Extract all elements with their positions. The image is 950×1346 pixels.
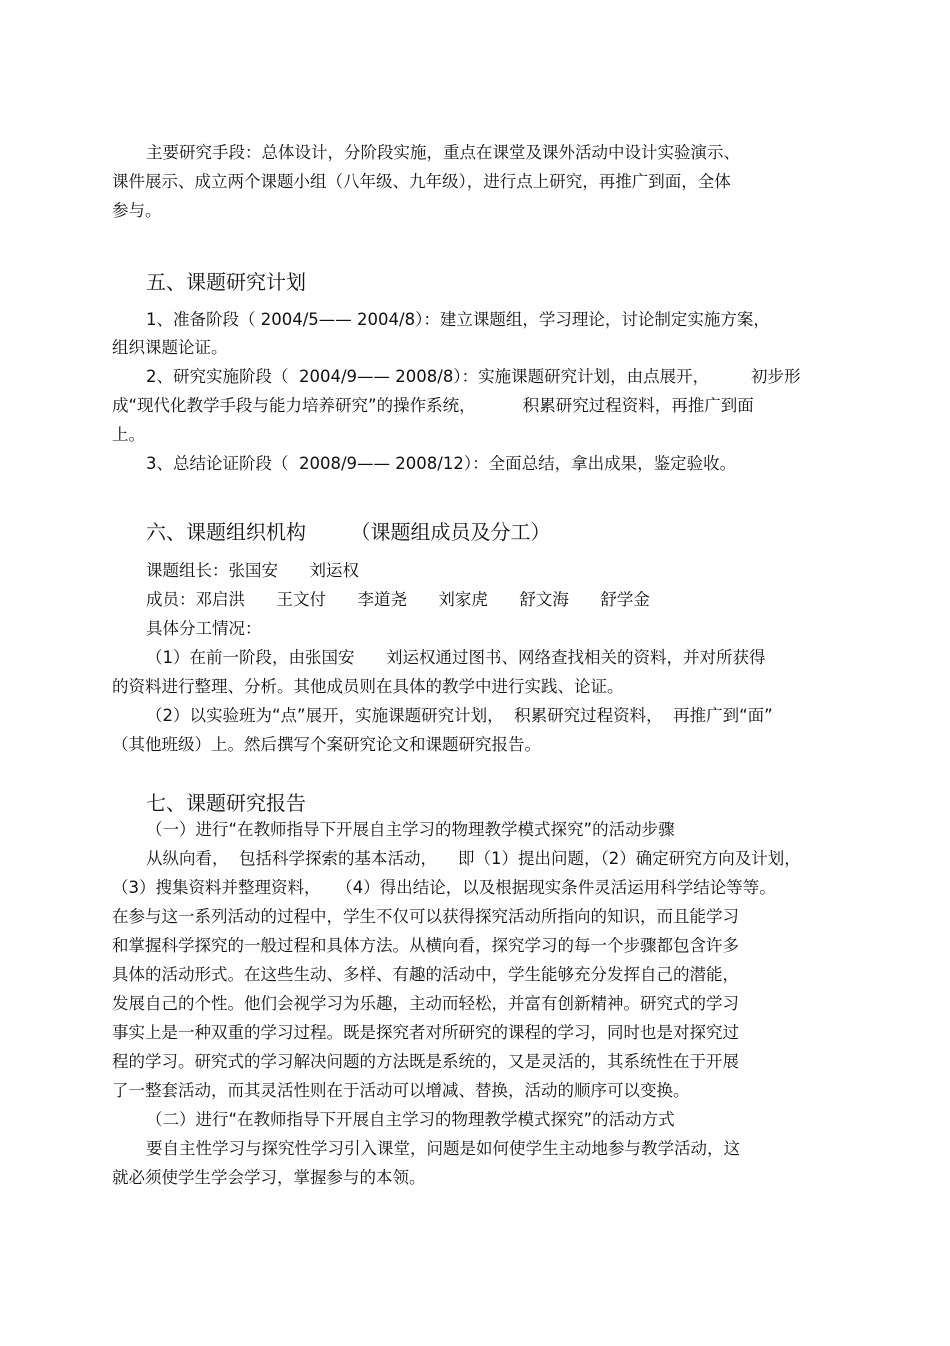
division-label: 具体分工情况： xyxy=(146,619,262,638)
body-1-line: （3）搜集资料并整理资料， （4）得出结论，以及根据现实条件灵活运用科学结论等等。 xyxy=(112,878,776,897)
body-1-line: 事实上是一种双重的学习过程。既是探究者对所研究的课程的学习，同时也是对探究过 xyxy=(112,1023,739,1042)
leaders-line: 课题组长：张国安 刘运权 xyxy=(146,561,359,580)
body-1-line: 具体的活动形式。在这些生动、多样、有趣的活动中，学生能够充分发挥自己的潜能， xyxy=(112,965,739,984)
division-item-2-line-2: （其他班级）上。然后撰写个案研究论文和课题研究报告。 xyxy=(112,735,541,754)
stage-1-line-2: 组织课题论证。 xyxy=(112,338,228,357)
methods-line-2: 课件展示、成立两个课题小组（八年级、九年级），进行点上研究，再推广到面，全体 xyxy=(112,172,731,191)
body-1-line: 从纵向看， 包括科学探索的基本活动， 即（1）提出问题，（2）确定研究方向及计划， xyxy=(146,849,801,868)
members-line: 成员：邓启洪 王文付 李道尧 刘家虎 舒文海 舒学金 xyxy=(146,590,650,609)
body-1-line: 了一整套活动，而其灵活性则在于活动可以增减、替换，活动的顺序可以变换。 xyxy=(112,1081,690,1100)
methods-line-3: 参与。 xyxy=(112,201,162,220)
stage-2-line-3: 上。 xyxy=(112,425,145,444)
division-item-2-line-1: （2）以实验班为“点”展开，实施课题研究计划， 积累研究过程资料， 再推广到“面” xyxy=(146,706,773,725)
stage-2-line-1: 2、研究实施阶段（ 2004/9—— 2008/8）：实施课题研究计划，由点展开， 初步形 xyxy=(146,367,801,386)
body-1-line: 在参与这一系列活动的过程中，学生不仅可以获得探究活动所指向的知识，而且能学习 xyxy=(112,907,739,926)
section-7-subheading-2: （二）进行“在教师指导下开展自主学习的物理教学模式探究”的活动方式 xyxy=(146,1110,675,1129)
stage-3-line-1: 3、总结论证阶段（ 2008/9—— 2008/12）：全面总结，拿出成果，鉴定验收。 xyxy=(146,454,737,473)
section-6-heading: 六、课题组织机构 （课题组成员及分工） xyxy=(146,520,551,544)
body-1-line: 程的学习。研究式的学习解决问题的方法既是系统的，又是灵活的，其系统性在于开展 xyxy=(112,1052,739,1071)
stage-2-line-2: 成“现代化教学手段与能力培养研究”的操作系统， 积累研究过程资料，再推广到面 xyxy=(112,396,754,415)
section-7-subheading-1: （一）进行“在教师指导下开展自主学习的物理教学模式探究”的活动步骤 xyxy=(146,820,675,839)
body-1-line: 发展自己的个性。他们会视学习为乐趣，主动而轻松，并富有创新精神。研究式的学习 xyxy=(112,994,739,1013)
body-2-line: 要自主性学习与探究性学习引入课堂，问题是如何使学生主动地参与教学活动，这 xyxy=(146,1139,740,1158)
methods-line-1: 主要研究手段：总体设计，分阶段实施，重点在课堂及课外活动中设计实验演示、 xyxy=(146,143,740,162)
section-7-heading: 七、课题研究报告 xyxy=(146,791,306,815)
division-item-1-line-2: 的资料进行整理、分析。其他成员则在具体的教学中进行实践、论证。 xyxy=(112,677,624,696)
body-1-line: 和掌握科学探究的一般过程和具体方法。从横向看，探究学习的每一个步骤都包含许多 xyxy=(112,936,739,955)
stage-1-line-1: 1、准备阶段（ 2004/5—— 2004/8）：建立课题组，学习理论，讨论制定实施方案， xyxy=(146,310,770,329)
division-item-1-line-1: （1）在前一阶段，由张国安 刘运权通过图书、网络查找相关的资料，并对所获得 xyxy=(146,648,766,667)
body-2-line: 就必须使学生学会学习，掌握参与的本领。 xyxy=(112,1168,426,1187)
section-5-heading: 五、课题研究计划 xyxy=(146,270,306,294)
